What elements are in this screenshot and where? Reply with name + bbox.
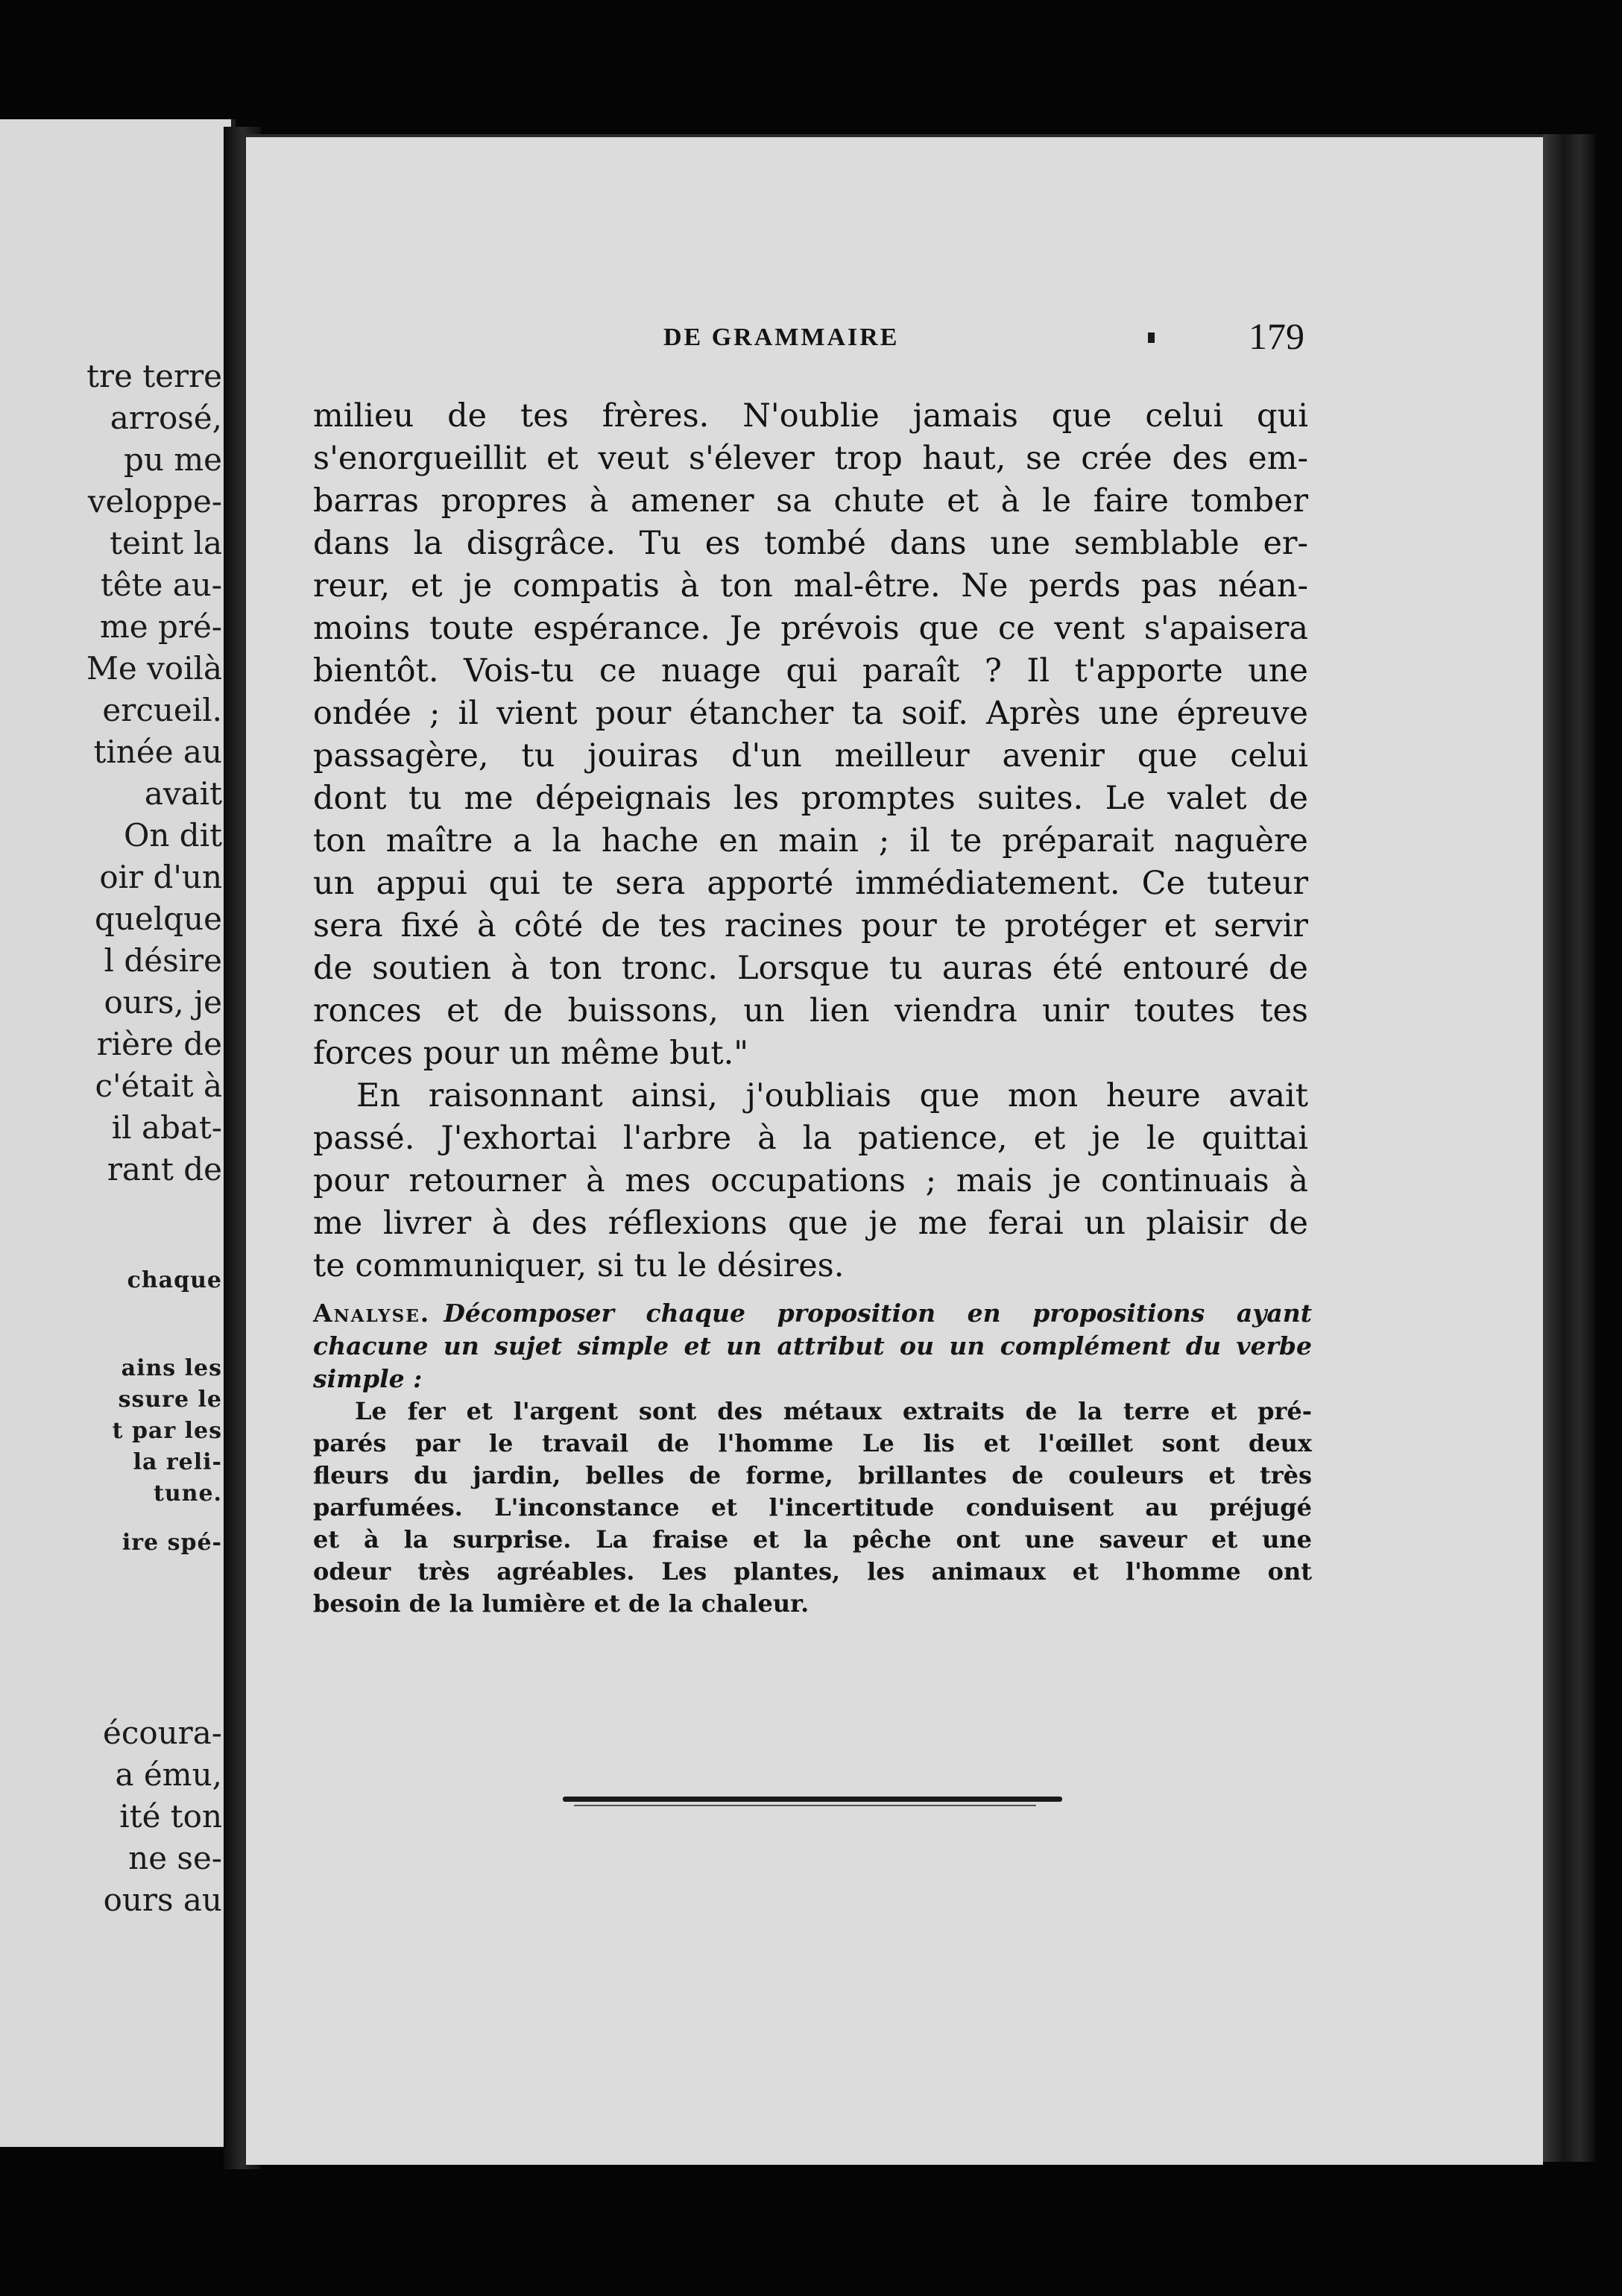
left-page-line: ercueil. <box>102 692 222 728</box>
left-page-line: oir d'un <box>99 859 222 895</box>
left-page-fragment <box>0 119 236 2147</box>
text-line: En raisonnant ainsi, j'oubliais que mon heure avait <box>356 1077 1308 1114</box>
running-title: DE GRAMMAIRE <box>663 324 900 351</box>
text-line: de soutien à ton tronc. Lorsque tu auras été entouré de <box>313 950 1308 987</box>
left-page-line: pu me <box>124 441 222 478</box>
left-page-line: Me voilà <box>86 650 222 687</box>
text-line: barras propres à amener sa chute et à le faire tomber <box>313 482 1308 520</box>
analysis-exercise <box>313 1297 1312 1620</box>
text-line: s'enorgueillit et veut s'élever trop haut, se crée des em- <box>313 440 1308 477</box>
left-page-line: quelque <box>94 901 222 937</box>
left-page-line: a ému, <box>115 1756 222 1793</box>
left-page-line: arrosé, <box>110 400 222 436</box>
end-rule-shadow <box>574 1805 1036 1806</box>
left-page-line: tre terre <box>86 358 222 394</box>
exercise-text-line: odeur très agréables. Les plantes, les animaux et l'homme ont <box>313 1557 1312 1586</box>
text-line: pour retourner à mes occupations ; mais je continuais à <box>313 1162 1308 1199</box>
text-line: passagère, tu jouiras d'un meilleur avenir que celui <box>313 737 1308 775</box>
left-page-line: ne se- <box>128 1840 222 1876</box>
text-line: milieu de tes frères. N'oublie jamais que celui qui <box>313 397 1308 435</box>
left-page-line: veloppe- <box>87 483 222 520</box>
left-page-line: l désire <box>104 942 222 979</box>
exercise-text-line: besoin de la lumière et de la chaleur. <box>313 1589 810 1618</box>
left-page-line: me pré- <box>99 608 222 645</box>
left-page-line: t par les <box>112 1418 222 1444</box>
text-line: passé. J'exhortai l'arbre à la patience, et je le quittai <box>313 1120 1308 1157</box>
left-page-line: écoura- <box>102 1715 222 1751</box>
exercise-label: Analyse. <box>313 1299 431 1328</box>
left-page-line: ire spé- <box>122 1530 222 1556</box>
exercise-instruction-line <box>313 1297 1312 1330</box>
exercise-instruction-line: simple : <box>313 1364 423 1393</box>
left-page-line: tune. <box>153 1480 222 1507</box>
left-page-line: tête au- <box>100 567 222 603</box>
exercise-text-line: fleurs du jardin, belles de forme, brillantes de couleurs et très <box>313 1461 1312 1489</box>
text-line: te communiquer, si tu le désires. <box>313 1247 845 1284</box>
left-page-line: rant de <box>107 1151 222 1188</box>
text-line: forces pour un même but." <box>313 1035 749 1072</box>
left-page-line: ains les <box>121 1355 222 1381</box>
left-page-line: On dit <box>123 817 222 854</box>
text-line: sera fixé à côté de tes racines pour te protéger et servir <box>313 907 1308 944</box>
end-rule <box>563 1797 1062 1802</box>
page-number: 179 <box>1249 315 1304 357</box>
left-page-line: ité ton <box>119 1798 222 1835</box>
left-page-line: avait <box>144 775 222 812</box>
left-page-line: c'était à <box>95 1067 222 1104</box>
exercise-instruction: Décomposer chaque proposition en propositions ayant <box>444 1299 1312 1328</box>
running-head <box>417 315 1304 364</box>
text-line: bientôt. Vois-tu ce nuage qui paraît ? Il t'apporte une <box>313 652 1308 690</box>
text-line: moins toute espérance. Je prévois que ce vent s'apaisera <box>313 610 1308 647</box>
left-page-line: chaque <box>127 1267 222 1293</box>
exercise-instruction-line: chacune un sujet simple et un attribut ou un complément du verbe <box>313 1331 1312 1360</box>
exercise-text-line: et à la surprise. La fraise et la pêche ont une saveur et une <box>313 1525 1312 1554</box>
text-line: me livrer à des réflexions que je me ferai un plaisir de <box>313 1205 1308 1242</box>
text-line: un appui qui te sera apporté immédiatement. Ce tuteur <box>313 865 1308 902</box>
text-line: dont tu me dépeignais les promptes suites. Le valet de <box>313 780 1308 817</box>
left-page-line: ours, je <box>104 984 222 1021</box>
exercise-text-line: Le fer et l'argent sont des métaux extraits de la terre et pré- <box>355 1397 1312 1425</box>
page-edge-shadow <box>1543 134 1595 2162</box>
left-page-line: teint la <box>110 525 222 561</box>
text-line: reur, et je compatis à ton mal-être. Ne perds pas néan- <box>313 567 1308 605</box>
body-text <box>313 395 1308 1287</box>
left-page-line: rière de <box>96 1026 222 1062</box>
left-page-line: il abat- <box>111 1109 222 1146</box>
text-line: ton maître a la hache en main ; il te préparait naguère <box>313 822 1308 860</box>
exercise-text-line: parfumées. L'inconstance et l'incertitude conduisent au préjugé <box>313 1493 1312 1521</box>
exercise-text-line: parés par le travail de l'homme Le lis et l'œillet sont deux <box>313 1429 1312 1457</box>
text-line: ondée ; il vient pour étancher ta soif. Après une épreuve <box>313 695 1308 732</box>
text-line: dans la disgrâce. Tu es tombé dans une semblable er- <box>313 525 1308 562</box>
left-page-line: ours au <box>103 1882 222 1918</box>
left-page-line: ssure le <box>118 1387 222 1413</box>
left-page-line: la reli- <box>133 1449 222 1475</box>
left-page-line: tinée au <box>93 734 222 770</box>
text-line: ronces et de buissons, un lien viendra unir toutes tes <box>313 992 1308 1029</box>
ink-mark <box>1148 332 1155 343</box>
